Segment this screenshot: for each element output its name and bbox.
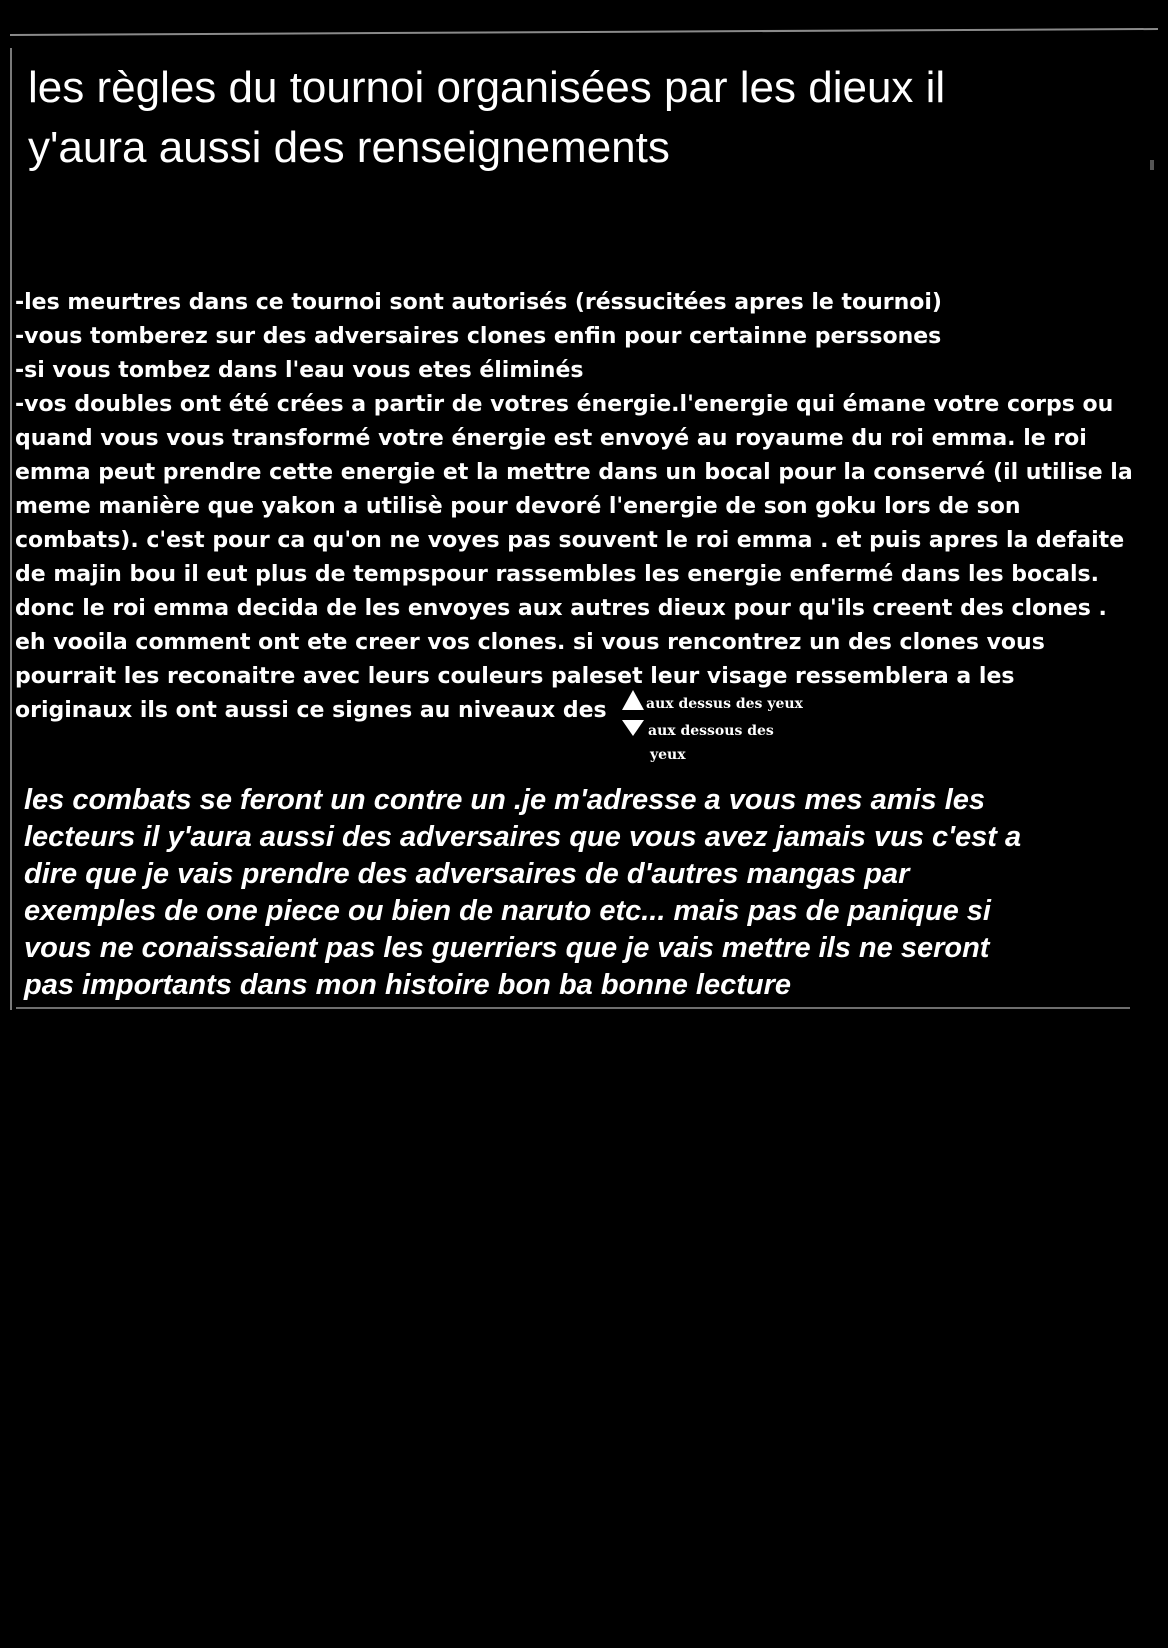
note-line: pas importants dans mon histoire bon ba bonne lecture [24, 969, 791, 1001]
rule-paragraph-line: quand vous vous transformé votre énergie est envoyé au royaume du roi emma. le roi [15, 426, 1087, 451]
note-line: les combats se feront un contre un .je m'adresse a vous mes amis les [24, 784, 986, 816]
rule-paragraph-line: meme manière que yakon a utilisè pour devoré l'energie de son goku lors de son [15, 494, 1021, 519]
note-line: dire que je vais prendre des adversaires de d'autres mangas par [24, 858, 910, 890]
sign-below-label: aux dessous des [648, 723, 774, 739]
rule-paragraph-line: eh vooila comment ont ete creer vos clones. si vous rencontrez un des clones vous [15, 630, 1045, 655]
rule-paragraph-line: donc le roi emma decida de les envoyes aux autres dieux pour qu'ils creent des clones . [15, 596, 1107, 621]
rule-paragraph-line: originaux ils ont aussi ce signes au niveaux des [15, 698, 607, 723]
rule-item: -vous tomberez sur des adversaires clones enfin pour certainne perssones [15, 324, 942, 349]
author-note [24, 782, 1144, 1004]
rules-list [15, 286, 1165, 728]
sign-above-label: aux dessus des yeux [646, 696, 803, 712]
rule-paragraph-line: pourrait les reconaitre avec leurs couleurs paleset leur visage ressemblera a les [15, 664, 1015, 689]
triangle-up-icon [622, 690, 644, 710]
title-line-2: y'aura aussi des renseignements [28, 123, 670, 172]
note-line: vous ne conaissaient pas les guerriers que je vais mettre ils ne seront [24, 932, 990, 964]
frame-left-border [10, 48, 12, 1010]
sign-below-label-cont: yeux [650, 747, 686, 763]
rule-item: -les meurtres dans ce tournoi sont autorisés (réssucitées apres le tournoi) [15, 290, 942, 315]
rule-paragraph-line: de majin bou il eut plus de tempspour rassembles les energie enfermé dans les bocals. [15, 562, 1099, 587]
triangle-down-icon [622, 720, 644, 736]
sign-above-eyes [622, 690, 803, 713]
title-line-1: les règles du tournoi organisées par les dieux il [28, 63, 946, 112]
rule-item: -si vous tombez dans l'eau vous etes éliminés [15, 358, 584, 383]
note-line: lecteurs il y'aura aussi des adversaires que vous avez jamais vus c'est a [24, 821, 1022, 853]
frame-bottom-border [16, 1007, 1130, 1009]
sign-below-eyes [622, 720, 774, 740]
rule-paragraph-line: emma peut prendre cette energie et la mettre dans un bocal pour la conservé (il utilise la [15, 460, 1133, 485]
frame-corner-mark [1150, 160, 1154, 170]
rule-paragraph-line: -vos doubles ont été crées a partir de votres énergie.l'energie qui émane votre corps ou [15, 392, 1114, 417]
frame-top-border [10, 28, 1158, 36]
rule-paragraph-line: combats). c'est pour ca qu'on ne voyes pas souvent le roi emma . et puis apres la defaite [15, 528, 1125, 553]
page-title [28, 58, 1138, 178]
note-line: exemples de one piece ou bien de naruto etc... mais pas de panique si [24, 895, 991, 927]
